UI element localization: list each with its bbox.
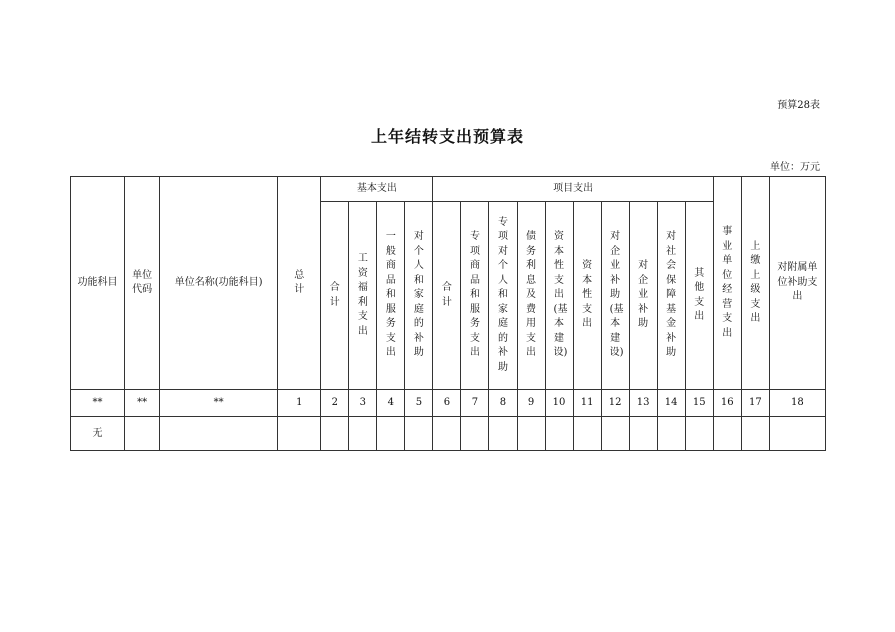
index-cell: ** <box>71 390 125 417</box>
index-cell: 5 <box>405 390 433 417</box>
header-basic-col: 合计 <box>321 202 349 390</box>
header-upper-pay: 上缴上级支出 <box>741 177 769 390</box>
data-cell <box>657 417 685 451</box>
index-cell: 8 <box>489 390 517 417</box>
data-cell <box>545 417 573 451</box>
data-cell <box>629 417 657 451</box>
budget-table <box>70 176 826 451</box>
header-affiliated: 对附属单位补助支出 <box>769 177 825 390</box>
index-cell: ** <box>160 390 278 417</box>
index-cell: 7 <box>461 390 489 417</box>
data-cell <box>125 417 160 451</box>
header-project-col: 专项对个人和家庭的补助 <box>489 202 517 390</box>
index-cell: 12 <box>601 390 629 417</box>
header-project-col: 专项商品和服务支出 <box>461 202 489 390</box>
index-cell: 1 <box>278 390 321 417</box>
index-cell: 6 <box>433 390 461 417</box>
unit-label: 单位：万元 <box>770 162 820 173</box>
data-cell <box>573 417 601 451</box>
column-index-row <box>71 390 826 417</box>
index-cell: 10 <box>545 390 573 417</box>
header-basic-col: 一般商品和服务支出 <box>377 202 405 390</box>
page-title: 上年结转支出预算表 <box>370 127 524 146</box>
data-cell <box>433 417 461 451</box>
index-cell: 4 <box>377 390 405 417</box>
header-project-col: 对企业补助 <box>629 202 657 390</box>
data-cell <box>769 417 825 451</box>
header-project-col: 资本性支出 <box>573 202 601 390</box>
table-number-tag: 预算28表 <box>777 100 820 111</box>
header-project-col: 合计 <box>433 202 461 390</box>
index-cell: 2 <box>321 390 349 417</box>
data-cell <box>489 417 517 451</box>
header-basic-col: 对个人和家庭的补助 <box>405 202 433 390</box>
header-project-col: 资本性支出(基本建设) <box>545 202 573 390</box>
data-cell <box>741 417 769 451</box>
index-cell: 9 <box>517 390 545 417</box>
header-basic-group: 基本支出 <box>321 177 433 202</box>
table-row <box>71 417 826 451</box>
index-cell: 15 <box>685 390 713 417</box>
index-cell: 3 <box>349 390 377 417</box>
header-unit-name: 单位名称(功能科目) <box>160 177 278 390</box>
data-cell <box>601 417 629 451</box>
header-project-group: 项目支出 <box>433 177 713 202</box>
header-project-col: 对企业补助(基本建设) <box>601 202 629 390</box>
index-cell: 18 <box>769 390 825 417</box>
header-business-exp: 事业单位经营支出 <box>713 177 741 390</box>
index-cell: 13 <box>629 390 657 417</box>
index-cell: 16 <box>713 390 741 417</box>
index-cell: ** <box>125 390 160 417</box>
header-project-col: 对社会保障基金补助 <box>657 202 685 390</box>
index-cell: 17 <box>741 390 769 417</box>
data-cell <box>321 417 349 451</box>
index-cell: 14 <box>657 390 685 417</box>
data-cell <box>461 417 489 451</box>
data-cell <box>160 417 278 451</box>
data-cell <box>278 417 321 451</box>
data-cell <box>517 417 545 451</box>
data-cell <box>405 417 433 451</box>
index-cell: 11 <box>573 390 601 417</box>
header-basic-col: 工资福利支出 <box>349 202 377 390</box>
data-cell <box>713 417 741 451</box>
header-project-col: 其他支出 <box>685 202 713 390</box>
data-cell: 无 <box>71 417 125 451</box>
header-func-subject: 功能科目 <box>71 177 125 390</box>
header-project-col: 债务利息及费用支出 <box>517 202 545 390</box>
data-cell <box>349 417 377 451</box>
header-unit-code: 单位代码 <box>125 177 160 390</box>
header-total: 总计 <box>278 177 321 390</box>
data-cell <box>377 417 405 451</box>
data-cell <box>685 417 713 451</box>
